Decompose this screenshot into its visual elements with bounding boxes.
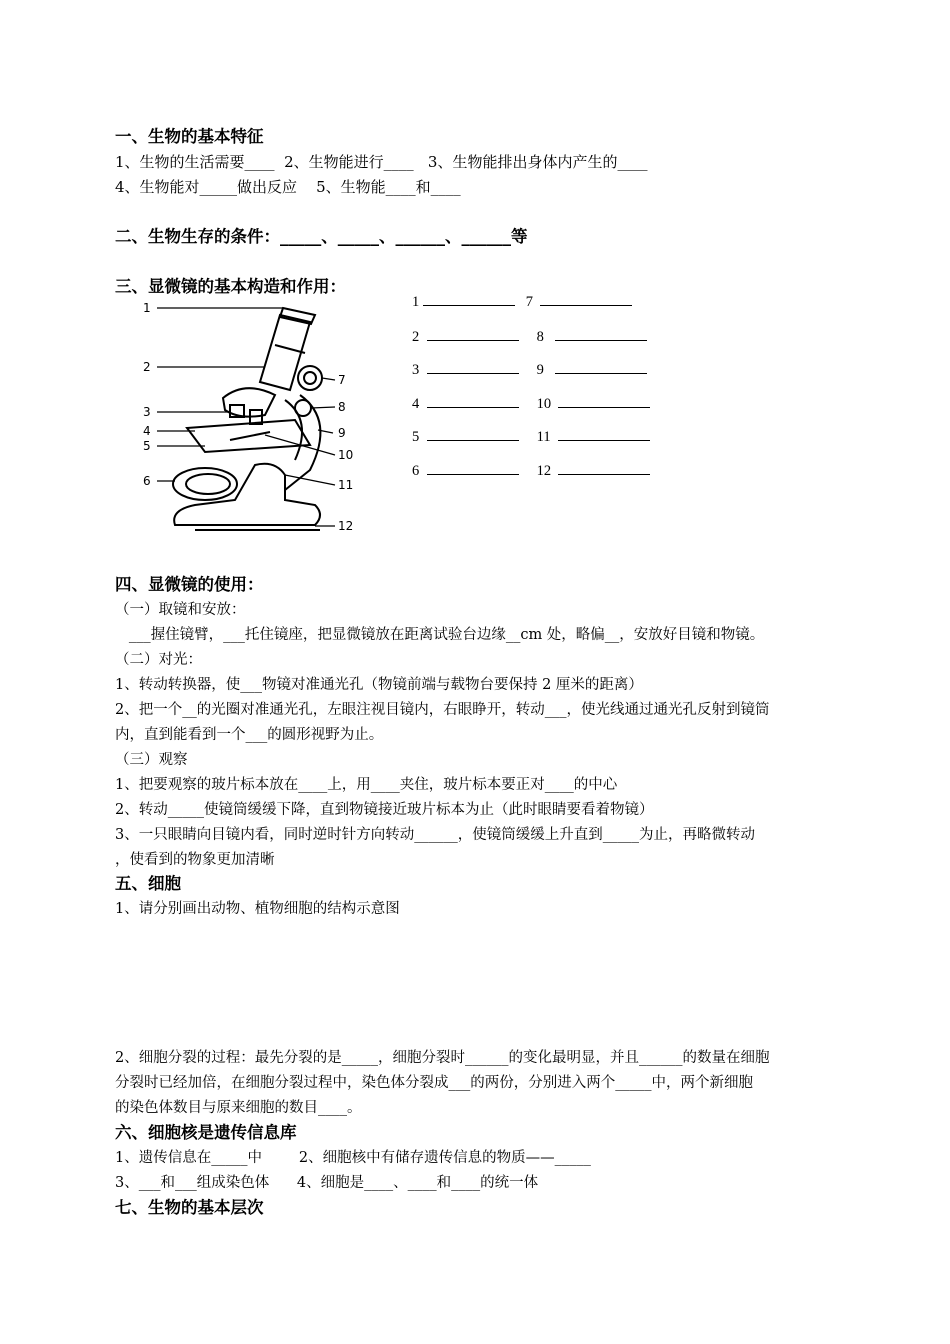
answer-number: 9	[536, 362, 544, 378]
stage-clip	[230, 432, 270, 440]
answer-number: 11	[536, 429, 551, 445]
section-2-title: 二、生物生存的条件：_____、_____、______、______等	[115, 227, 528, 246]
fig-number-7: 7	[338, 373, 346, 387]
arm-inner	[285, 400, 302, 460]
section-5-line-4: 的染色体数目与原来细胞的数目____。	[115, 1100, 362, 1116]
fig-number-6: 6	[143, 474, 151, 488]
fig-number-10: 10	[338, 448, 354, 462]
base-shape	[174, 464, 320, 525]
section-4-part-3-line-3: 3、一只眼睛向目镜内看，同时逆时针方向转动______，使镜筒缓缓上升直到_____为止，再略微转动	[115, 827, 755, 843]
mirror	[173, 468, 237, 500]
fig-number-8: 8	[338, 400, 346, 414]
section-4-part-2-line-3: 内，直到能看到一个___的圆形视野为止。	[115, 727, 384, 743]
section-4-part-2-line-1: 1、转动转换器，使___物镜对准通光孔（物镜前端与载物台要保持 2 厘米的距离）	[115, 677, 643, 693]
answer-row	[412, 426, 650, 446]
section-4-part-3-title: （三）观察	[115, 752, 188, 768]
answer-row	[412, 291, 632, 311]
tube-ring	[275, 345, 305, 353]
answer-blank	[558, 393, 650, 408]
answer-blank	[558, 426, 650, 441]
section-6-line-2: 3、___和___组成染色体 4、细胞是____、____和____的统一体	[115, 1175, 539, 1191]
fig-number-5: 5	[143, 439, 151, 453]
section-4-part-2-line-2: 2、把一个__的光圈对准通光孔，左眼注视目镜内，右眼睁开，转动___，使光线通过通光孔反射到镜筒	[115, 702, 770, 718]
answer-number: 7	[525, 294, 533, 310]
answer-row	[412, 460, 650, 480]
answer-blank	[540, 291, 632, 306]
answer-blank	[427, 359, 519, 374]
section-4-title: 四、显微镜的使用：	[115, 575, 264, 594]
section-3-title: 三、显微镜的基本构造和作用：	[115, 277, 346, 296]
answer-blank	[558, 460, 650, 475]
section-6-title: 六、细胞核是遗传信息库	[115, 1123, 297, 1142]
answer-number: 12	[536, 463, 552, 479]
fig-number-4: 4	[143, 424, 151, 438]
answer-number: 3	[412, 362, 420, 378]
section-4-part-1-line-1: ___握住镜臂，___托住镜座，把显微镜放在距离试验台边缘__cm 处，略偏__，安放好目镜和物镜。	[115, 627, 765, 643]
coarse-adjuster-inner	[304, 372, 316, 384]
fig-number-1: 1	[143, 301, 151, 315]
section-1-title: 一、生物的基本特征	[115, 127, 264, 146]
answer-number: 1	[412, 294, 420, 310]
mirror-inner	[186, 474, 230, 494]
fig-number-3: 3	[143, 405, 151, 419]
section-5-line-1: 1、请分别画出动物、植物细胞的结构示意图	[115, 901, 400, 917]
answer-number: 6	[412, 463, 420, 479]
answer-number: 5	[412, 429, 420, 445]
answer-blank	[427, 460, 519, 475]
section-7-title: 七、生物的基本层次	[115, 1198, 264, 1217]
section-4-part-1-title: （一）取镜和安放：	[115, 602, 246, 618]
answer-blank	[555, 326, 647, 341]
section-5-line-2: 2、细胞分裂的过程：最先分裂的是_____，细胞分裂时______的变化最明显，并且______的数量在细胞	[115, 1050, 770, 1066]
answer-row	[412, 393, 650, 413]
fig-number-12: 12	[338, 519, 354, 533]
fig-number-2: 2	[143, 360, 151, 374]
answer-row	[412, 326, 647, 346]
fig-number-11: 11	[338, 478, 354, 492]
answer-blank	[427, 426, 519, 441]
section-4-part-2-title: （二）对光：	[115, 652, 202, 668]
fig-number-9: 9	[338, 426, 346, 440]
section-4-part-3-line-1: 1、把要观察的玻片标本放在____上，用____夹住，玻片标本要正对____的中心	[115, 777, 618, 793]
answer-blank	[555, 359, 647, 374]
answer-number: 4	[412, 396, 420, 412]
answer-blank	[423, 291, 515, 306]
section-1-line-2: 4、生物能对_____做出反应 5、生物能____和____	[115, 178, 461, 196]
section-5-line-3: 分裂时已经加倍，在细胞分裂过程中，染色体分裂成___的两份，分别进入两个_____中，两个新细胞	[115, 1075, 753, 1091]
answer-blank	[427, 326, 519, 341]
section-6-line-1: 1、遗传信息在_____中 2、细胞核中有储存遗传信息的物质——_____	[115, 1150, 591, 1166]
section-4-part-3-line-2: 2、转动_____使镜筒缓缓下降，直到物镜接近玻片标本为止（此时眼睛要看着物镜）	[115, 802, 654, 818]
answer-number: 10	[536, 396, 552, 412]
fine-adjuster	[295, 400, 311, 416]
coarse-adjuster	[298, 366, 322, 390]
answer-blank	[427, 393, 519, 408]
section-1-line-1: 1、生物的生活需要____ 2、生物能进行____ 3、生物能排出身体内产生的____	[115, 153, 648, 171]
microscope-figure	[135, 300, 375, 545]
section-4-part-3-line-4: ，使看到的物象更加清晰	[115, 852, 275, 868]
section-5-title: 五、细胞	[115, 874, 181, 893]
answer-row	[412, 359, 647, 379]
answer-number: 2	[412, 329, 420, 345]
answer-number: 8	[536, 329, 544, 345]
